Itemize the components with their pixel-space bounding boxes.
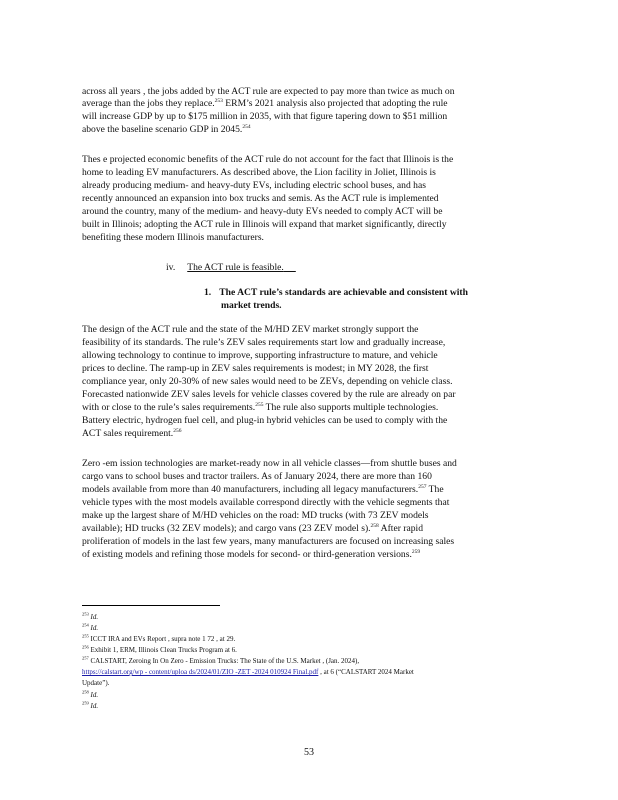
footnote-256: $^{256}$ Exhibit 1, ERM, Illinois Clean Trucks Program at 6. [82,644,237,654]
text-line: models available from more than 40 manufacturers, including all legacy manufacturers.$^{257}$ The [82,483,444,495]
text-line: proliferation of models in the last few years, many manufacturers are focused on increasing sales [82,536,455,547]
footnote-ref[interactable]: 254 [242,123,251,130]
footnote-258: $^{258}$ Id. [82,689,99,699]
text-line: The design of the ACT rule and the state of the M/HD ZEV market strongly support the [82,324,419,335]
footnote-ref[interactable]: 255 [255,401,264,408]
footnote-257: $^{257}$ CALSTART, Zeroing In On Zero - Emission Trucks: The State of the U.S. Market , (Jan. 2024), [82,655,360,665]
footnote-257-cont: https://calstart.org/wp - content/uploa ds/2024/01/ZIO -ZET -2024 010924 Final.pdf , at 6 (“CALSTART 2024 Market [82,668,414,676]
page-number: 53 [304,747,314,758]
text-line: compliance year, only 20-30% of new sales would need to be ZEVs, depending on vehicle class. [82,376,453,387]
footnote-separator [82,605,220,606]
text-line: Thes e projected economic benefits of the ACT rule do not account for the fact that Illinois is the [82,154,454,165]
text-line: make up the largest share of M/HD vehicles on the road: MD trucks (with 73 ZEV models [82,510,429,521]
text-line: Forecasted nationwide ZEV sales levels for vehicle classes covered by the rule are already on par [82,389,456,400]
text-line: of existing models and refining those models for second- or third-generation versions.$^{259}$ [82,548,421,560]
footnote-259: $^{259}$ Id. [82,700,99,710]
section-heading-1-cont: market trends. [221,300,282,311]
text-line: above the baseline scenario GDP in 2045.$^{254}$ [82,123,251,135]
text-line: around the country, many of the medium- and heavy-duty EVs needed to comply ACT will be [82,206,443,217]
text-line: average than the jobs they replace.$^{253}$ ERM’s 2021 analysis also projected that adopting the rule [82,97,448,109]
text-line: with or close to the rule’s sales requirements.$^{255}$ The rule also supports multiple technologies. [82,401,439,413]
text-line: already producing medium- and heavy-duty EVs, including electric school buses, and has [82,180,426,191]
text-line: home to leading EV manufacturers. As described above, the Lion facility in Joliet, Illinois is [82,167,436,178]
text-line: across all years , the jobs added by the ACT rule are expected to pay more than twice as much on [82,86,455,97]
text-line: prices to decline. The ramp-up in ZEV sales requirements is modest; in MY 2028, the first [82,363,429,374]
text-line: allowing technology to continue to improve, supporting infrastructure to mature, and vehicle [82,350,438,361]
footnote-ref[interactable]: 258 [370,522,379,529]
text-line: feasibility of its standards. The rule’s ZEV sales requirements start low and gradually increase, [82,337,446,348]
footnote-255: $^{255}$ ICCT IRA and EVs Report , supra note 1 72 , at 29. [82,633,236,643]
section-heading-1: 1. The ACT rule’s standards are achievable and consistent with [204,287,468,298]
text-line: available); HD trucks (32 ZEV models); and cargo vans (23 ZEV model s).$^{258}$ After rapid [82,522,424,534]
footnote-253: $^{253}$ Id. [82,611,99,621]
footnote-257-cont2: Update”). [82,679,110,687]
text-line: vehicle types with the most models available correspond directly with the vehicle segments that [82,497,450,508]
text-line: Battery electric, hydrogen fuel cell, and plug-in hybrid vehicles can be used to comply with the [82,415,448,426]
text-line: will increase GDP by up to $175 million in 2035, with that figure tapering down to $51 million [82,111,448,122]
text-line: cargo vans to school buses and tractor trailers. As of January 2024, there are more than 160 [82,471,432,482]
section-heading-iv: iv. The ACT rule is feasible. [166,262,284,273]
footnote-ref[interactable]: 256 [173,427,182,434]
footnote-ref[interactable]: 257 [418,483,427,490]
text-line: Zero -em ission technologies are market-ready now in all vehicle classes—from shuttle buses and [82,458,457,469]
text-line: recently announced an expansion into box trucks and semis. As the ACT rule is implemented [82,193,439,204]
text-line: ACT sales requirement.$^{256}$ [82,427,182,439]
footnote-ref[interactable]: 253 [214,97,223,104]
text-line: benefiting these modern Illinois manufacturers. [82,232,264,243]
text-line: built in Illinois; adopting the ACT rule in Illinois will expand that market significantly, directly [82,219,447,230]
footnote-ref[interactable]: 259 [411,548,421,555]
calstart-link[interactable]: https://calstart.org/wp - content/uploa ds/2024/01/ZIO -ZET -2024 010924 Final.pdf [82,668,319,676]
footnote-254: $^{254}$ Id. [82,622,99,632]
